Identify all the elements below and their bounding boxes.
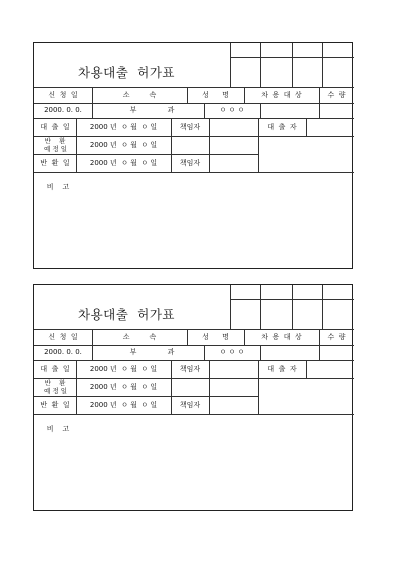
loan-date-label: 대 출 일 [40, 123, 70, 131]
grid-line [230, 43, 231, 87]
row-line [34, 414, 354, 415]
grid-line [292, 43, 293, 87]
name-value: ㅇ ㅇ ㅇ [219, 106, 245, 114]
return-due-value: 2000 년 ㅇ 월 ㅇ 일 [89, 141, 158, 149]
department-value: 부 과 [129, 348, 175, 356]
row-line [34, 345, 354, 346]
loan-permit-form-1 [33, 42, 353, 269]
loan-item-header: 차 용 대 상 [261, 91, 302, 99]
officer-label: 책임자 [179, 365, 201, 373]
name-header: 성 명 [202, 333, 229, 341]
col-line [260, 345, 261, 360]
name-value: ㅇ ㅇ ㅇ [219, 348, 245, 356]
date-applied-header: 신 청 일 [48, 91, 78, 99]
row-line [34, 103, 354, 104]
return-due-label: 반 환 예 정 일 [44, 379, 67, 395]
department-value: 부 과 [129, 106, 175, 114]
grid-line [322, 43, 323, 87]
officer-label: 책임자 [179, 401, 201, 409]
col-line [209, 118, 210, 172]
loan-date-label: 대 출 일 [40, 365, 70, 373]
row-line [34, 154, 258, 155]
affiliation-header: 소 속 [122, 91, 157, 99]
col-line [306, 360, 307, 378]
date-applied-value: 2000. 0. 0. [44, 106, 82, 114]
loan-item-header: 차 용 대 상 [261, 333, 302, 341]
col-line [260, 103, 261, 118]
date-applied-header: 신 청 일 [48, 333, 78, 341]
lender-label: 대 출 자 [267, 365, 297, 373]
row-line [34, 87, 354, 88]
grid-line [230, 299, 354, 300]
officer-label: 책임자 [179, 123, 201, 131]
row-line [34, 136, 354, 137]
remarks-label: 비 고 [46, 425, 70, 433]
affiliation-header: 소 속 [122, 333, 157, 341]
form-title: 차용대출 허가표 [78, 307, 175, 322]
officer-label: 책임자 [179, 159, 201, 167]
grid-line [260, 285, 261, 329]
col-line [209, 360, 210, 414]
loan-date-value: 2000 년 ㅇ 월 ㅇ 일 [89, 123, 158, 131]
loan-date-value: 2000 년 ㅇ 월 ㅇ 일 [89, 365, 158, 373]
col-line [306, 118, 307, 136]
return-date-label: 반 환 일 [40, 159, 70, 167]
grid-line [230, 285, 231, 329]
grid-line [260, 43, 261, 87]
name-header: 성 명 [202, 91, 229, 99]
grid-line [230, 57, 354, 58]
return-due-value: 2000 년 ㅇ 월 ㅇ 일 [89, 383, 158, 391]
loan-permit-form-2 [33, 284, 353, 511]
row-line [34, 378, 354, 379]
quantity-header: 수 량 [327, 333, 346, 341]
form-title: 차용대출 허가표 [78, 65, 175, 80]
row-line [34, 172, 354, 173]
date-applied-value: 2000. 0. 0. [44, 348, 82, 356]
return-date-value: 2000 년 ㅇ 월 ㅇ 일 [89, 401, 158, 409]
row-line [34, 329, 354, 330]
row-line [34, 396, 258, 397]
lender-label: 대 출 자 [267, 123, 297, 131]
grid-line [322, 285, 323, 329]
grid-line [292, 285, 293, 329]
quantity-header: 수 량 [327, 91, 346, 99]
return-date-value: 2000 년 ㅇ 월 ㅇ 일 [89, 159, 158, 167]
return-date-label: 반 환 일 [40, 401, 70, 409]
return-due-label: 반 환 예 정 일 [44, 137, 67, 153]
col-line [319, 345, 320, 360]
col-line [319, 103, 320, 118]
remarks-label: 비 고 [46, 183, 70, 191]
